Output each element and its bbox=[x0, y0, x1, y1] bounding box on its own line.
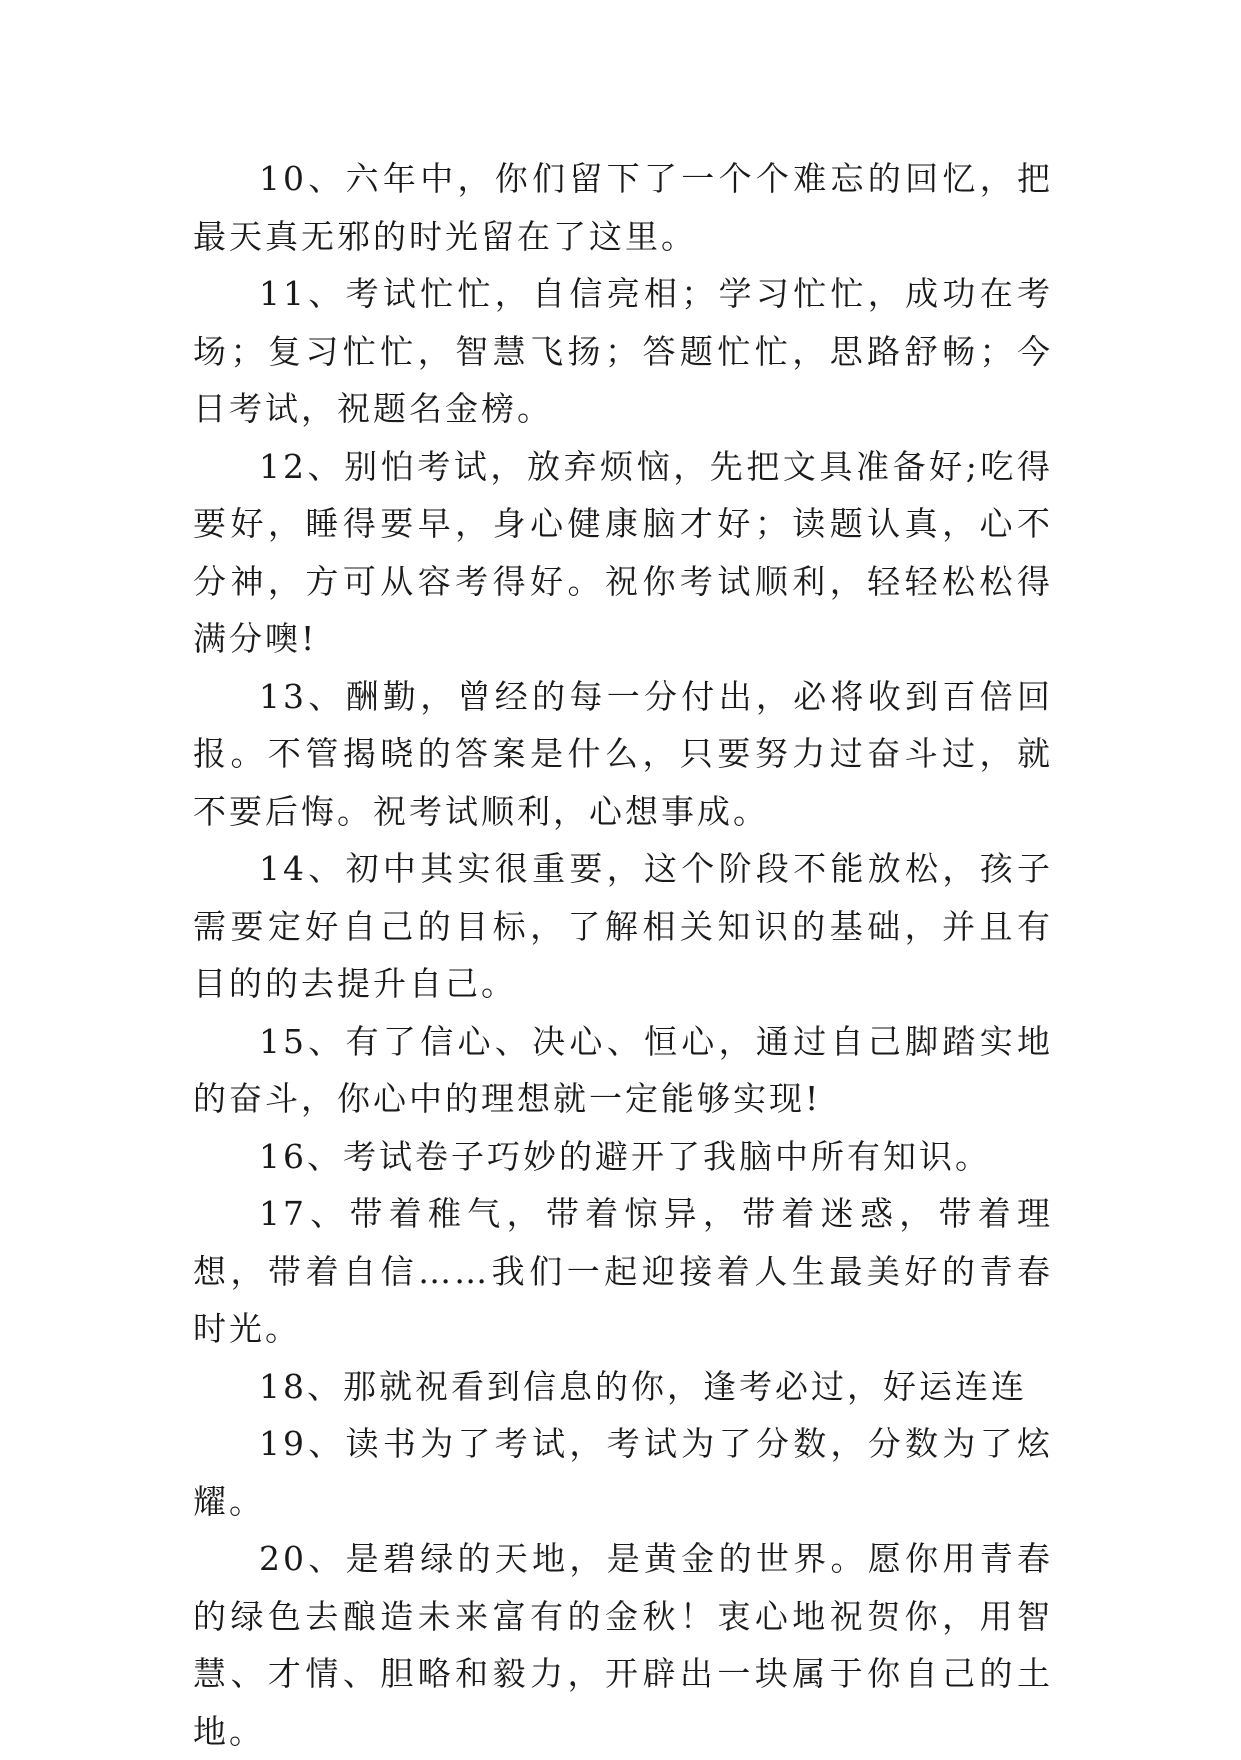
paragraph-12: 12、别怕考试，放弃烦恼，先把文具准备好;吃得要好，睡得要早，身心健康脑才好；读题认真，心不分神，方可从容考得好。祝你考试顺利，轻轻松松得满分噢! bbox=[193, 446, 1053, 658]
document-body bbox=[193, 150, 1053, 1760]
paragraph-10: 10、六年中，你们留下了一个个难忘的回忆，把最天真无邪的时光留在了这里。 bbox=[193, 159, 1053, 256]
paragraph-16: 16、考试卷子巧妙的避开了我脑中所有知识。 bbox=[259, 1136, 991, 1176]
paragraph-17: 17、带着稚气，带着惊异，带着迷惑，带着理想，带着自信……我们一起迎接着人生最美好的青春时光。 bbox=[193, 1194, 1053, 1348]
paragraph-13: 13、酬勤，曾经的每一分付出，必将收到百倍回报。不管揭晓的答案是什么，只要努力过奋斗过，就不要后悔。祝考试顺利，心想事成。 bbox=[193, 676, 1053, 831]
paragraph-11: 11、考试忙忙，自信亮相；学习忙忙，成功在考场；复习忙忙，智慧飞扬；答题忙忙，思路舒畅；今日考试，祝题名金榜。 bbox=[193, 274, 1053, 428]
paragraph-18: 18、那就祝看到信息的你，逢考必过，好运连连 bbox=[259, 1366, 1027, 1406]
paragraph-14: 14、初中其实很重要，这个阶段不能放松，孩子需要定好自己的目标，了解相关知识的基础，并且有目的的去提升自己。 bbox=[193, 849, 1053, 1003]
paragraph-15: 15、有了信心、决心、恒心，通过自己脚踏实地的奋斗，你心中的理想就一定能够实现! bbox=[193, 1021, 1053, 1118]
paragraph-19: 19、读书为了考试，考试为了分数，分数为了炫耀。 bbox=[193, 1424, 1053, 1521]
paragraph-20: 20、是碧绿的天地，是黄金的世界。愿你用青春的绿色去酿造未来富有的金秋！衷心地祝贺你，用智慧、才情、胆略和毅力，开辟出一块属于你自己的土地。 bbox=[193, 1539, 1053, 1751]
